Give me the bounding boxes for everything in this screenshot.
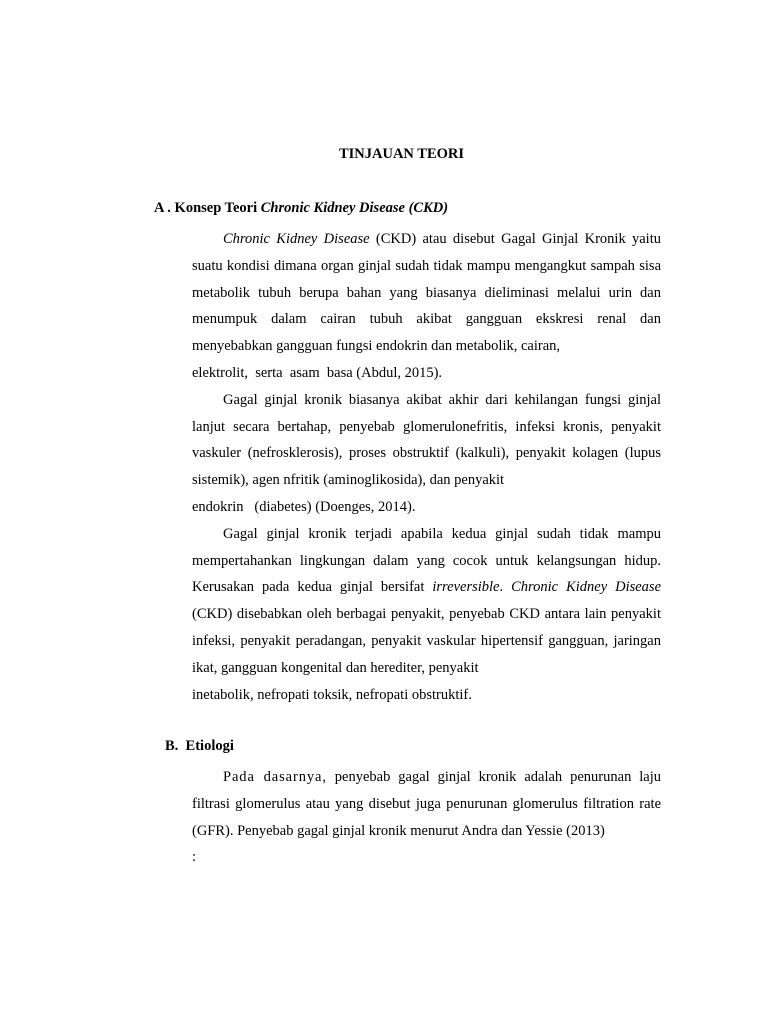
paragraph-text-1: Gagal ginjal kronik terjadi apabila kedua ginjal sudah tidak mampu mempertahankan lingkungan dalam yang cocok untuk kelangsungan hidup. Kerusakan pada kedua ginjal bersifat [192, 525, 661, 596]
section-a-heading-prefix: A . Konsep Teori [154, 200, 261, 216]
paragraph-text-3: (CKD) disebabkan oleh berbagai penyakit, penyebab CKD antara lain penyakit infeksi, penyakit peradangan, penyakit vaskular hipertensif gangguan, jaringan ikat, gangguan kongenital dan herediter, penyakit [192, 606, 661, 676]
section-a-heading [154, 200, 448, 217]
paragraph-text-2: . [499, 579, 512, 596]
paragraph-last-line: endokrin (diabetes) (Doenges, 2014). [192, 498, 416, 515]
section-b-paragraph-1-last-line [192, 844, 661, 871]
section-a-paragraph-1-last-line [192, 360, 661, 387]
spaced-phrase: Pada dasarnya, [223, 769, 327, 785]
section-b-body [192, 764, 661, 871]
paragraph-last-line: inetabolik, nefropati toksik, nefropati obstruktif. [192, 686, 472, 703]
paragraph-text: penyebab gagal ginjal kronik adalah penurunan laju filtrasi glomerulus atau yang disebut juga penurunan glomerulus filtration rate (GFR). Penyebab gagal ginjal kronik menurut Andra dan Yessie (2013) [192, 769, 661, 839]
irreversible-term: irreversible [432, 579, 500, 596]
paragraph-last-line: : [192, 849, 197, 866]
ckd-term: Chronic Kidney Disease [511, 579, 662, 596]
paragraph-text: (CKD) atau disebut Gagal Ginjal Kronik yaitu suatu kondisi dimana organ ginjal sudah tidak mampu mengangkut sampah sisa metabolik tubuh berupa bahan yang biasanya dieliminasi melalui urin dan menumpuk dalam cairan tubuh akibat gangguan ekskresi renal dan menyebabkan gangguan fungsi endokrin dan metabolik, cairan, [192, 231, 661, 355]
section-a-paragraph-2 [192, 387, 661, 494]
section-b-paragraph-1 [192, 764, 661, 844]
paragraph-text: Gagal ginjal kronik biasanya akibat akhir dari kehilangan fungsi ginjal lanjut secara bertahap, penyebab glomerulonefritis, infeksi kronis, penyakit vaskuler (nefrosklerosis), proses obstruktif (kalkuli), penyakit kolagen (lupus sistemik), agen nfritik (aminoglikosida), dan penyakit [192, 391, 661, 489]
section-a-paragraph-3-last-line [192, 682, 661, 709]
section-a-body [192, 226, 661, 708]
section-a-paragraph-1 [192, 226, 661, 360]
section-a-paragraph-2-last-line [192, 494, 661, 521]
section-b-heading: B. Etiologi [165, 738, 234, 754]
ckd-term: Chronic Kidney Disease [223, 231, 370, 247]
section-a-paragraph-3 [192, 521, 661, 682]
paragraph-last-line: elektrolit, serta asam basa (Abdul, 2015). [192, 364, 443, 381]
section-a-heading-italic: Chronic Kidney Disease (CKD) [260, 200, 449, 216]
page-title: TINJAUAN TEORI [338, 146, 465, 162]
